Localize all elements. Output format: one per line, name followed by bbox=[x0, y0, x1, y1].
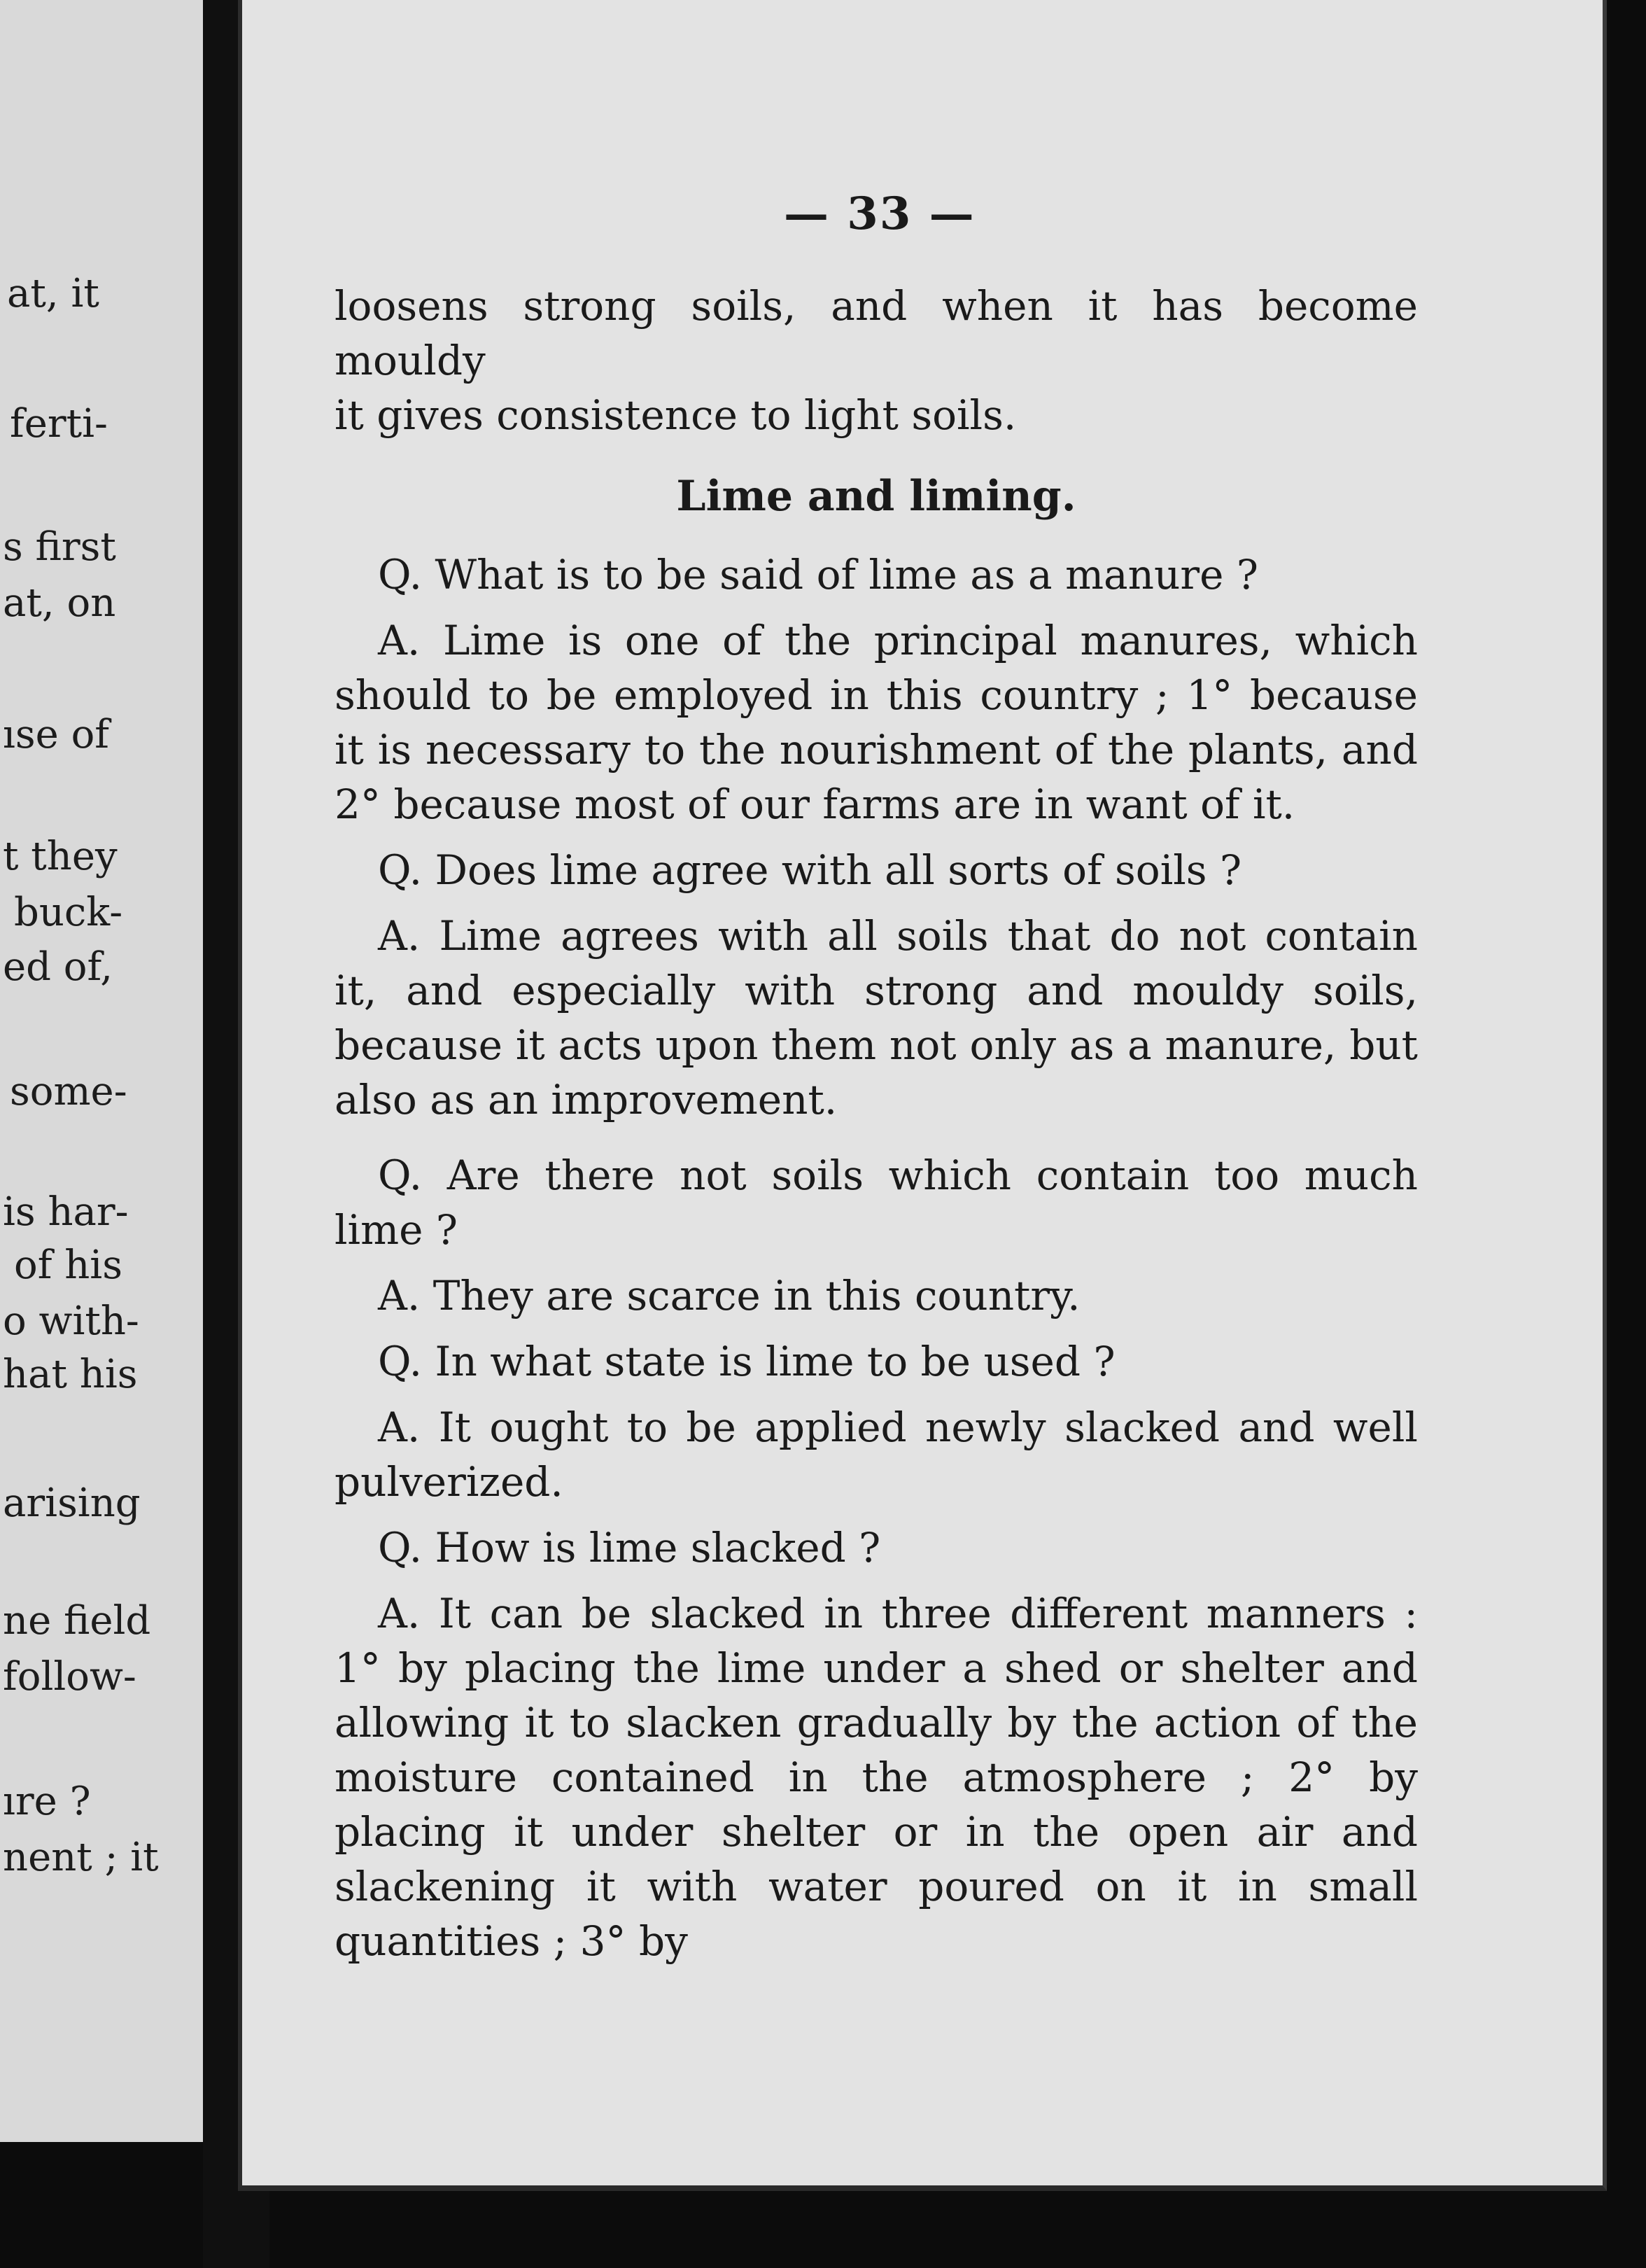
left-line: hat his bbox=[3, 1352, 138, 1397]
question: Q. Are there not soils which contain too much lime ? bbox=[335, 1152, 1418, 1254]
question: Q. Does lime agree with all sorts of soils ? bbox=[378, 846, 1242, 894]
page-number: — 33 — bbox=[784, 188, 976, 240]
left-line: is har- bbox=[3, 1189, 129, 1235]
answer: A. It can be slacked in three different manners : 1° by placing the lime under a shed or shelter and allowing it to slacken gradually by the action of the moisture contained in the atmosphere ; 2° by placing it under shelter or in the open air and slackening it with water poured on it in small quantities ; 3° by bbox=[335, 1590, 1418, 1965]
left-line: s first bbox=[3, 524, 116, 570]
previous-page-fragment bbox=[0, 0, 204, 2142]
left-line: ne field bbox=[3, 1598, 151, 1644]
left-line: at, it bbox=[7, 271, 99, 316]
left-line: of his bbox=[14, 1242, 122, 1288]
question: Q. How is lime slacked ? bbox=[378, 1524, 881, 1572]
answer: A. Lime is one of the principal manures, which should to be employed in this country ; 1° because it is necessary to the nourishment of the plants, and 2° because most of our farms are in want of it. bbox=[335, 617, 1418, 828]
left-line: buck- bbox=[14, 890, 123, 935]
left-line: o with- bbox=[3, 1298, 139, 1344]
left-line: at, on bbox=[3, 580, 116, 626]
answer: A. They are scarce in this country. bbox=[378, 1272, 1081, 1320]
intro-line-2: it gives consistence to light soils. bbox=[335, 391, 1017, 439]
left-line: follow- bbox=[3, 1654, 136, 1700]
left-line: arising bbox=[3, 1480, 141, 1526]
answer: A. It ought to be applied newly slacked and well pulverized. bbox=[335, 1404, 1418, 1506]
section-heading: Lime and liming. bbox=[676, 472, 1076, 521]
left-line: ed of, bbox=[3, 944, 113, 990]
left-line: ıse of bbox=[3, 712, 110, 757]
left-line: ferti- bbox=[10, 401, 108, 447]
question: Q. In what state is lime to be used ? bbox=[378, 1338, 1116, 1385]
left-line: nent ; it bbox=[3, 1835, 159, 1880]
question: Q. What is to be said of lime as a manure ? bbox=[378, 551, 1258, 598]
left-line: t they bbox=[3, 834, 118, 879]
left-line: ıre ? bbox=[3, 1779, 91, 1824]
answer: A. Lime agrees with all soils that do not contain it, and especially with strong and mouldy soils, because it acts upon them not only as a manure, but also as an improvement. bbox=[335, 912, 1418, 1124]
intro-line-1: loosens strong soils, and when it has become mouldy bbox=[335, 282, 1418, 384]
left-line: some- bbox=[10, 1069, 127, 1114]
page-body bbox=[335, 279, 1418, 1968]
